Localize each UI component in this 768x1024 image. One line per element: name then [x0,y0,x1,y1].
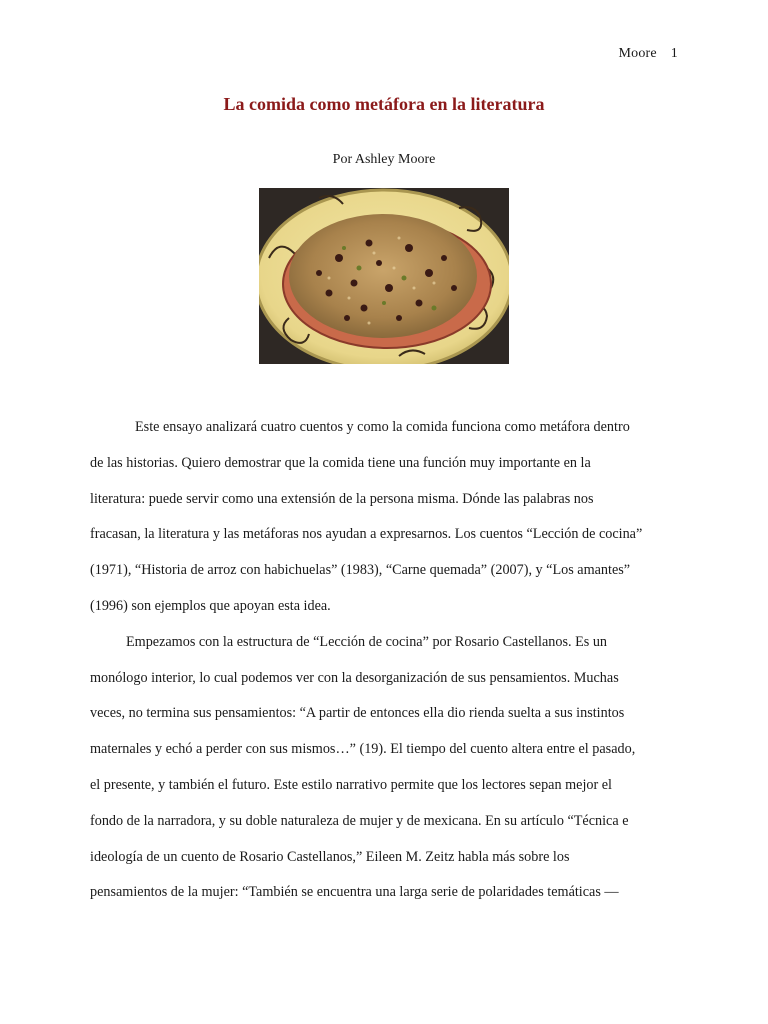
paragraph-intro [90,410,678,625]
text-line: ideología de un cuento de Rosario Castellanos,” Eileen M. Zeitz habla más sobre los [90,848,570,865]
text-line: veces, no termina sus pensamientos: “A partir de entonces ella dio rienda suelta a sus instintos [90,705,625,722]
text-line: fracasan, la literatura y las metáforas nos ayudan a expresarnos. Los cuentos “Lección de cocina” [90,526,643,543]
text-line: Empezamos con la estructura de “Lección de cocina” por Rosario Castellanos. Es un [126,633,608,650]
text-line: Este ensayo analizará cuatro cuentos y como la comida funciona como metáfora dentro [135,419,630,435]
text-line: fondo de la narradora, y su doble naturaleza de mujer y de mexicana. En su artículo “Técnica e [90,812,629,829]
text-line: de las historias. Quiero demostrar que la comida tiene una función muy importante en la [90,454,591,471]
text-line: (1971), “Historia de arroz con habichuelas” (1983), “Carne quemada” (2007), y “Los amantes” [90,562,631,579]
text-line: monólogo interior, lo cual podemos ver con la desorganización de sus pensamientos. Muchas [90,669,619,686]
byline: Por Ashley Moore [332,152,436,167]
text-line: (1996) son ejemplos que apoyan esta idea. [90,597,331,614]
food-photo [259,188,509,364]
text-line: literatura: puede servir como una extensión de la persona misma. Dónde las palabras nos [90,490,594,507]
page-header [618,46,678,62]
text-line: pensamientos de la mujer: “También se encuentra una larga serie de polaridades temáticas — [90,884,619,901]
header-author: Moore [618,46,657,61]
page-number: 1 [670,46,678,61]
text-line: maternales y echó a perder con sus mismos…” (19). El tiempo del cuento altera entre el pasado, [90,741,636,758]
paragraph-structure [90,625,678,911]
document-title: La comida como metáfora en la literatura [223,94,545,114]
essay-body [90,410,678,911]
text-line: el presente, y también el futuro. Este estilo narrativo permite que los lectores sepan mejor el [90,776,613,793]
